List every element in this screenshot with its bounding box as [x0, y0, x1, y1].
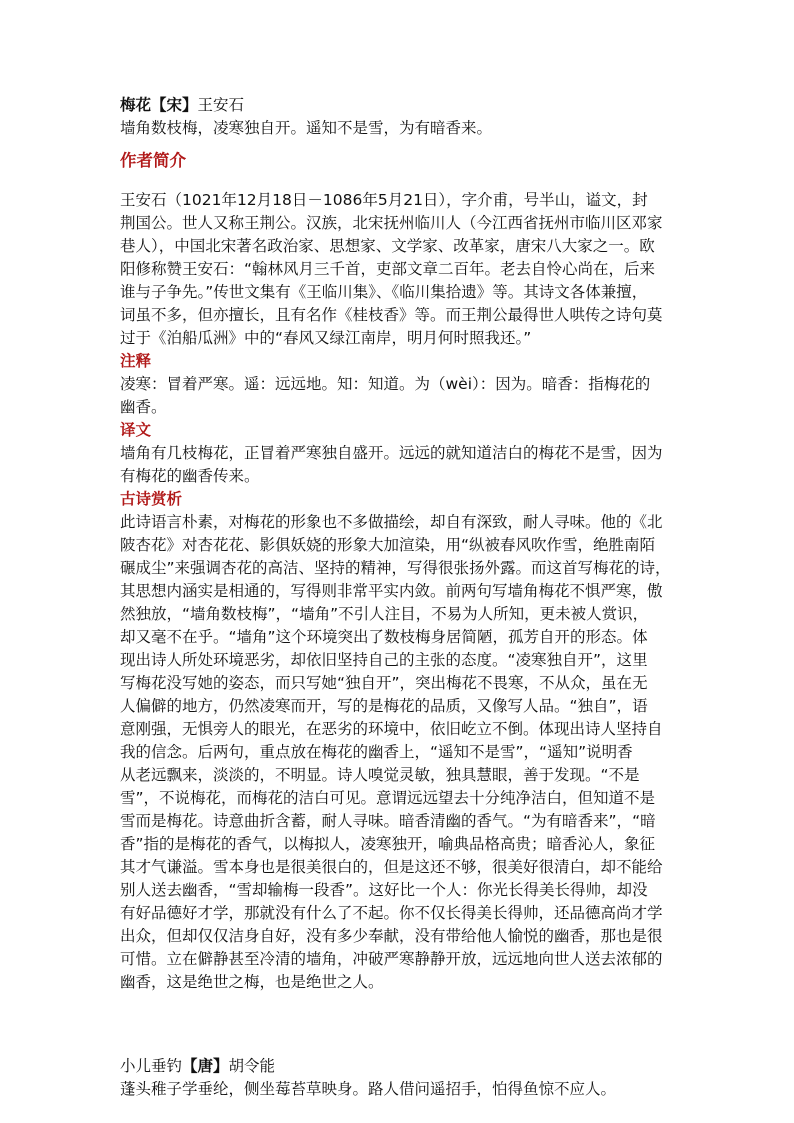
appreciation-line: 此诗语言朴素，对梅花的形象也不多做描绘，却自有深致，耐人寻味。他的《北 — [120, 513, 663, 531]
document-page — [120, 94, 680, 1101]
appreciation-line: 却又毫不在乎。“墙角”这个环境突出了数枝梅身居简陋，孤芳自开的形态。体 — [120, 628, 648, 646]
poem2-author: 胡令能 — [228, 1057, 276, 1075]
appreciation-line: 从老远飘来，淡淡的，不明显。诗人嗅觉灵敏，独具慧眼，善于发现。“不是 — [120, 766, 640, 784]
poem2-dynasty: 【唐】 — [182, 1057, 229, 1075]
translation-line: 有梅花的幽香传来。 — [120, 467, 260, 485]
poem1-author: 王安石 — [197, 96, 245, 114]
appreciation-line: 我的信念。后两句，重点放在梅花的幽香上，“遥知不是雪”，“遥知”说明香 — [120, 743, 633, 761]
author-intro-line: 王安石（1021年12月18日－1086年5月21日），字介甫，号半山，谥文，封 — [120, 191, 648, 209]
appreciation-line: 有好品德好才学，那就没有什么了不起。你不仅长得美长得帅，还品德高尚才学 — [120, 904, 663, 922]
appreciation-line: 其思想内涵实是相通的，写得则非常平实内敛。前两句写墙角梅花不惧严寒，傲 — [120, 582, 663, 600]
poem2-text: 蓬头稚子学垂纶，侧坐莓苔草映身。路人借问遥招手，怕得鱼惊不应人。 — [120, 1080, 617, 1098]
appreciation-line: 然独放，“墙角数枝梅”，“墙角”不引人注目，不易为人所知，更未被人赏识， — [120, 605, 649, 623]
appreciation-line: 现出诗人所处环境恶劣，却依旧坚持自己的主张的态度。“凌寒独自开”，这里 — [120, 651, 648, 669]
appreciation-line: 出众，但却仅仅洁身自好，没有多少奉献，没有带给他人愉悦的幽香，那也是很 — [120, 927, 663, 945]
appreciation-line: 雪而是梅花。诗意曲折含蓄，耐人寻味。暗香清幽的香气。“为有暗香来”，“暗 — [120, 812, 656, 830]
poem2-title-line — [120, 1055, 680, 1078]
poem1-dynasty: 【宋】 — [151, 96, 198, 114]
appreciation-line: 陂杏花》对杏花花、影俱妖娆的形象大加渲染，用“纵被春风吹作雪，绝胜南陌 — [120, 536, 656, 554]
poem1-title-line — [120, 94, 680, 117]
author-intro-heading: 作者简介 — [120, 151, 186, 170]
appreciation-heading: 古诗赏析 — [120, 490, 183, 508]
poem1-title: 梅花 — [120, 96, 152, 114]
appreciation-line: 别人送去幽香，“雪却输梅一段香”。这好比一个人：你光长得美长得帅，却没 — [120, 881, 648, 899]
appreciation-line: 其才气谦溢。雪本身也是很美很白的，但是这还不够，很美好很清白，却不能给 — [120, 858, 663, 876]
poem2-title: 小儿垂钓 — [120, 1057, 183, 1075]
appreciation-line: 意刚强，无惧旁人的眼光，在恶劣的环境中，依旧屹立不倒。体现出诗人坚持自 — [120, 720, 663, 738]
translation-heading: 译文 — [120, 421, 152, 439]
notes-line: 幽香。 — [120, 398, 167, 416]
notes-heading: 注释 — [120, 352, 152, 370]
appreciation-line: 可惜。立在僻静甚至冷清的墙角，冲破严寒静静开放，远远地向世人送去浓郁的 — [120, 950, 663, 968]
appreciation-line: 写梅花没写她的姿态，而只写她“独自开”，突出梅花不畏寒，不从众，虽在无 — [120, 674, 648, 692]
poem1-text: 墙角数枝梅，凌寒独自开。遥知不是雪，为有暗香来。 — [120, 119, 493, 137]
author-intro-line: 阳修称赞王安石：“翰林风月三千首，吏部文章二百年。老去自怜心尚在，后来 — [120, 260, 656, 278]
author-intro-line: 谁与子争先。”传世文集有《王临川集》、《临川集拾遗》等。其诗文各体兼擅， — [120, 283, 648, 301]
notes-line: 凌寒：冒着严寒。遥：远远地。知：知道。为（wèi）：因为。暗香：指梅花的 — [120, 375, 651, 393]
author-intro-line: 巷人），中国北宋著名政治家、思想家、文学家、改革家，唐宋八大家之一。欧 — [120, 237, 655, 255]
author-intro-line: 词虽不多，但亦擅长，且有名作《桂枝香》等。而王荆公最得世人哄传之诗句莫 — [120, 306, 663, 324]
author-intro-line: 荆国公。世人又称王荆公。汉族，北宋抚州临川人（今江西省抚州市临川区邓家 — [120, 214, 663, 232]
translation-line: 墙角有几枝梅花，正冒着严寒独自盛开。远远的就知道洁白的梅花不是雪，因为 — [120, 444, 663, 462]
appreciation-body — [120, 511, 680, 994]
author-intro-body — [120, 189, 680, 350]
appreciation-line: 人偏僻的地方，仍然凌寒而开，写的是梅花的品质，又像写人品。“独自”，语 — [120, 697, 648, 715]
author-intro-line: 过于《泊船瓜洲》中的“春风又绿江南岸，明月何时照我还。” — [120, 329, 532, 347]
appreciation-line: 雪”，不说梅花，而梅花的洁白可见。意谓远远望去十分纯净洁白，但知道不是 — [120, 789, 656, 807]
appreciation-line: 幽香，这是绝世之梅，也是绝世之人。 — [120, 973, 384, 991]
appreciation-line: 碾成尘”来强调杏花的高洁、坚持的精神，写得很张扬外露。而这首写梅花的诗， — [120, 559, 671, 577]
appreciation-line: 香”指的是梅花的香气，以梅拟人，凌寒独开，喻典品格高贵；暗香沁人，象征 — [120, 835, 656, 853]
